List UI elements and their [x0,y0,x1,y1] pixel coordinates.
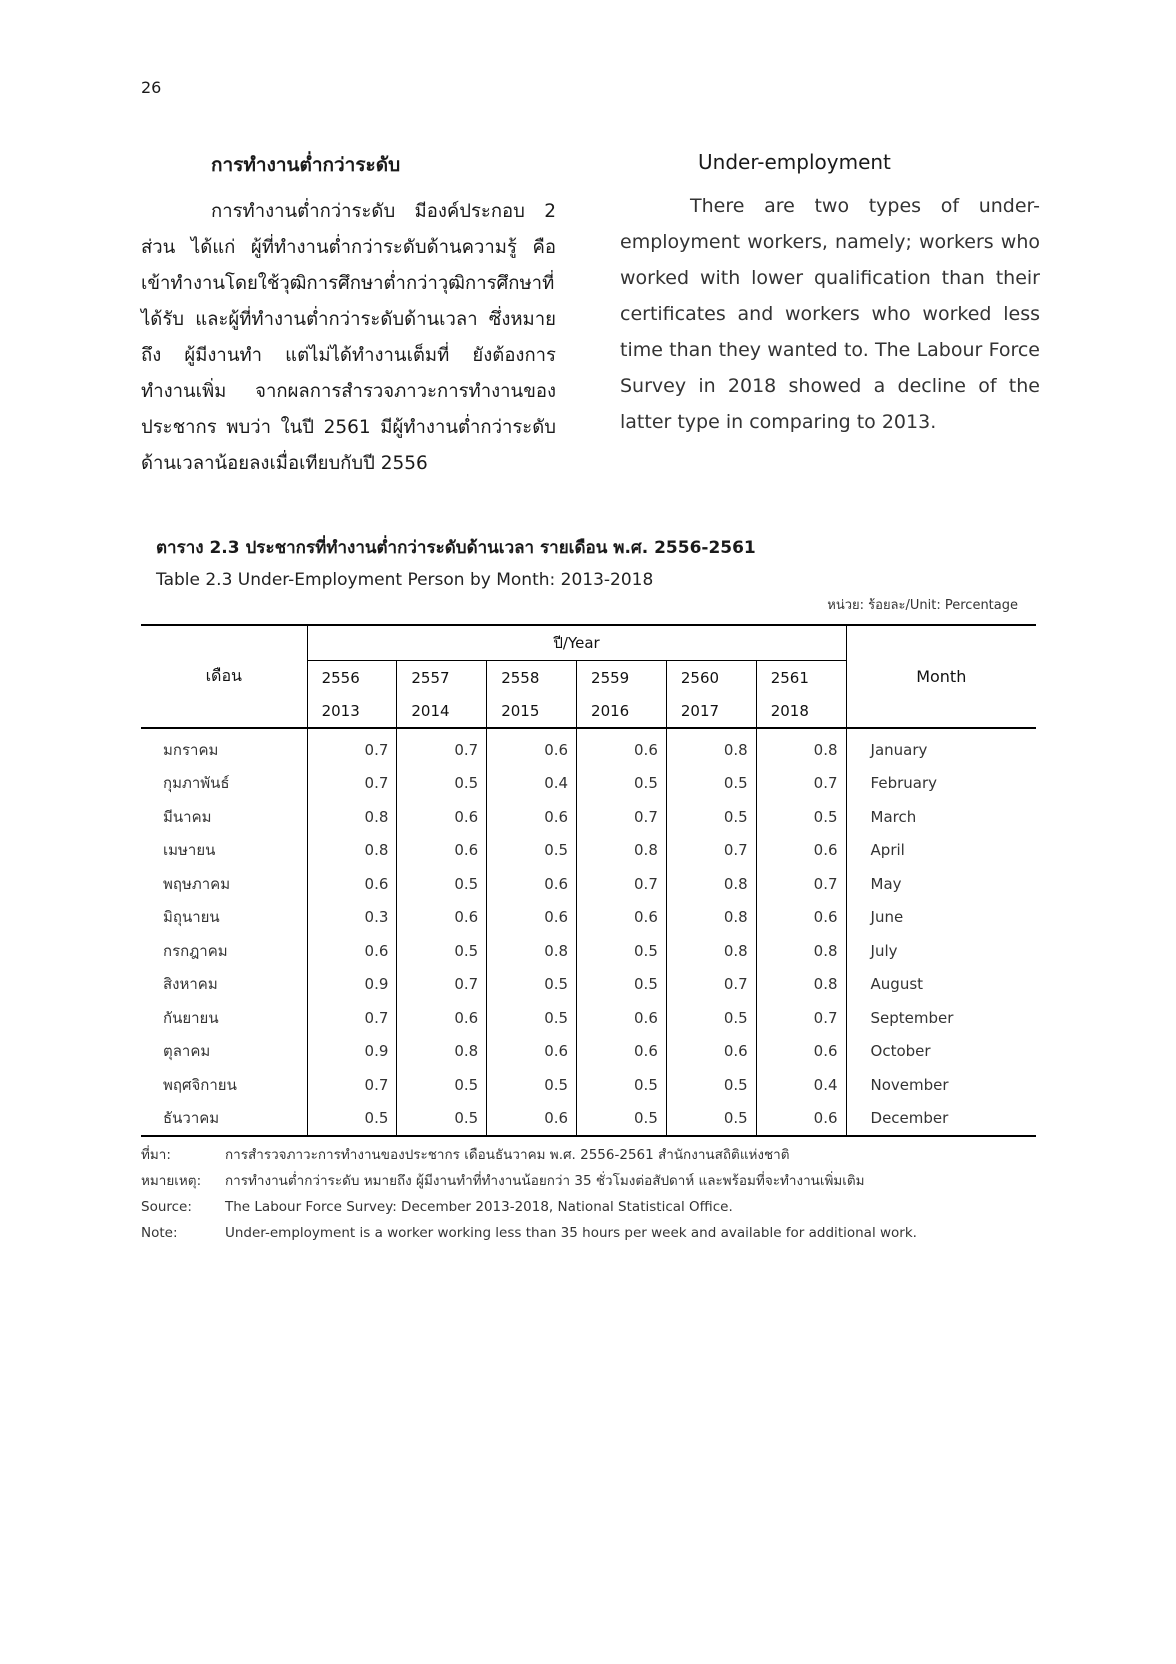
header-year-group: ปี/Year [307,625,846,661]
note-row [141,1142,917,1168]
month-english-cell: August [870,975,924,994]
value-cell: 0.8 [397,1035,487,1069]
value-cell: 0.6 [487,800,577,834]
english-paragraph: There are two types of under-employment workers, namely; workers who worked with lower qualification than their certificates and workers who worked less time than they wanted to. The Labour Force Survey in 2018 showed a decline of the latter type in comparing to 2013. [620,195,1040,433]
month-thai-cell: กุมภาพันธ์ [163,774,230,793]
month-thai-cell: กันยายน [163,1008,219,1027]
value-cell: 0.6 [577,1035,667,1069]
value-cell: 0.5 [397,1102,487,1137]
value-cell: 0.8 [756,934,846,968]
value-cell: 0.7 [756,867,846,901]
header-year-ad: 2017 [666,694,756,728]
note-text: The Labour Force Survey: December 2013-2018, National Statistical Office. [225,1199,733,1215]
value-cell: 0.6 [487,1035,577,1069]
value-cell: 0.5 [577,968,667,1002]
table-caption-english: Table 2.3 Under-Employment Person by Month: 2013-2018 [156,570,654,590]
header-year-be: 2556 [307,661,397,695]
note-text: การทำงานต่ำกว่าระดับ หมายถึง ผู้มีงานทำที่ทำงานน้อยกว่า 35 ชั่วโมงต่อสัปดาห์ และพร้อมที่จะทำงานเพิ่มเติม [225,1173,865,1189]
value-cell: 0.5 [487,1001,577,1035]
table-row [141,728,1036,767]
table-unit-label: หน่วย: ร้อยละ/Unit: Percentage [827,598,1018,613]
month-thai-cell: กรกฎาคม [163,941,228,960]
month-english-cell: October [870,1042,931,1061]
value-cell: 0.8 [756,728,846,767]
month-thai-cell: พฤศจิกายน [163,1075,237,1094]
month-english-cell: March [870,807,917,826]
table-row [141,834,1036,868]
table-row [141,934,1036,968]
month-thai-cell: มกราคม [163,740,219,759]
value-cell: 0.7 [756,1001,846,1035]
header-year-be: 2560 [666,661,756,695]
thai-paragraph: การทำงานต่ำกว่าระดับ มีองค์ประกอบ 2 ส่วน ได้แก่ ผู้ที่ทำงานต่ำกว่าระดับด้านความรู้ คือ เข้าทำงานโดยใช้วุฒิการศึกษาต่ำกว่าวุฒิการศึกษาที่ได้รับ และผู้ที่ทำงานต่ำกว่าระดับด้านเวลา ซึ่งหมายถึง ผู้มีงานทำ แต่ไม่ได้ทำงานเต็มที่ ยังต้องการทำงานเพิ่ม จากผลการสำรวจภาวะการทำงานของประชากร พบว่า ในปี 2561 มีผู้ทำงานต่ำกว่าระดับด้านเวลาน้อยลงเมื่อเทียบกับปี 2556 [141,201,556,474]
value-cell: 0.5 [307,1102,397,1137]
table-row [141,901,1036,935]
month-english-cell: September [870,1008,954,1027]
value-cell: 0.4 [756,1068,846,1102]
header-year-ad: 2016 [577,694,667,728]
value-cell: 0.5 [666,1001,756,1035]
table-row [141,767,1036,801]
value-cell: 0.7 [307,1068,397,1102]
note-text: การสำรวจภาวะการทำงานของประชากร เดือนธันวาคม พ.ศ. 2556-2561 สำนักงานสถิติแห่งชาติ [225,1147,790,1163]
header-year-be: 2561 [756,661,846,695]
month-thai-cell: มีนาคม [163,807,212,826]
value-cell: 0.5 [397,1068,487,1102]
table-row [141,1102,1036,1137]
note-text: Under-employment is a worker working less than 35 hours per week and available for additional work. [225,1225,917,1241]
value-cell: 0.5 [577,934,667,968]
value-cell: 0.5 [577,1102,667,1137]
value-cell: 0.8 [666,867,756,901]
value-cell: 0.8 [307,800,397,834]
value-cell: 0.5 [487,834,577,868]
value-cell: 0.7 [577,800,667,834]
value-cell: 0.6 [756,834,846,868]
month-english-cell: April [870,841,905,860]
value-cell: 0.7 [307,728,397,767]
note-row [141,1194,917,1220]
month-english-cell: July [870,941,898,960]
value-cell: 0.8 [307,834,397,868]
value-cell: 0.5 [577,767,667,801]
value-cell: 0.7 [666,968,756,1002]
table-row [141,800,1036,834]
value-cell: 0.7 [397,968,487,1002]
value-cell: 0.6 [756,1102,846,1137]
value-cell: 0.6 [397,834,487,868]
header-month-thai: เดือน [141,625,307,728]
value-cell: 0.6 [397,901,487,935]
value-cell: 0.6 [756,1035,846,1069]
value-cell: 0.6 [487,901,577,935]
value-cell: 0.8 [666,728,756,767]
value-cell: 0.5 [666,1102,756,1137]
table-caption [156,532,756,596]
value-cell: 0.6 [307,934,397,968]
value-cell: 0.7 [577,867,667,901]
value-cell: 0.4 [487,767,577,801]
header-month-english: Month [846,625,1036,728]
value-cell: 0.9 [307,968,397,1002]
value-cell: 0.8 [666,901,756,935]
page-number: 26 [141,78,162,97]
month-thai-cell: มิถุนายน [163,908,220,927]
value-cell: 0.7 [397,728,487,767]
value-cell: 0.6 [397,800,487,834]
header-year-ad: 2014 [397,694,487,728]
note-row [141,1168,917,1194]
value-cell: 0.7 [666,834,756,868]
value-cell: 0.6 [666,1035,756,1069]
header-year-ad: 2018 [756,694,846,728]
month-thai-cell: ตุลาคม [163,1042,211,1061]
value-cell: 0.6 [577,1001,667,1035]
month-english-cell: December [846,1102,1036,1137]
table-body [141,728,1036,1136]
value-cell: 0.6 [577,728,667,767]
month-thai-cell: ธันวาคม [141,1102,307,1137]
value-cell: 0.6 [487,1102,577,1137]
note-row [141,1220,917,1246]
header-year-be: 2558 [487,661,577,695]
table-row [141,1068,1036,1102]
english-text-column [620,150,1040,440]
month-thai-cell: พฤษภาคม [163,874,231,893]
header-year-ad: 2015 [487,694,577,728]
value-cell: 0.6 [397,1001,487,1035]
value-cell: 0.7 [307,767,397,801]
thai-section-heading: การทำงานต่ำกว่าระดับ [211,154,401,176]
value-cell: 0.5 [666,767,756,801]
value-cell: 0.5 [487,1068,577,1102]
note-label: หมายเหตุ: [141,1173,202,1189]
value-cell: 0.6 [307,867,397,901]
thai-text-column [141,150,556,482]
value-cell: 0.8 [487,934,577,968]
month-english-cell: May [870,874,902,893]
month-english-cell: June [870,908,904,927]
value-cell: 0.5 [397,934,487,968]
header-year-ad: 2013 [307,694,397,728]
value-cell: 0.5 [666,1068,756,1102]
header-year-be: 2559 [577,661,667,695]
table-notes [141,1142,917,1246]
value-cell: 0.3 [307,901,397,935]
value-cell: 0.6 [577,901,667,935]
value-cell: 0.5 [577,1068,667,1102]
english-section-heading: Under-employment [698,150,891,174]
value-cell: 0.8 [577,834,667,868]
note-label: ที่มา: [141,1147,171,1163]
value-cell: 0.7 [307,1001,397,1035]
value-cell: 0.5 [666,800,756,834]
table-row [141,1001,1036,1035]
value-cell: 0.5 [756,800,846,834]
value-cell: 0.5 [397,867,487,901]
value-cell: 0.5 [487,968,577,1002]
value-cell: 0.9 [307,1035,397,1069]
month-english-cell: February [870,774,937,793]
under-employment-table [141,624,1036,1137]
table-caption-thai: ตาราง 2.3 ประชากรที่ทำงานต่ำกว่าระดับด้านเวลา รายเดือน พ.ศ. 2556-2561 [156,538,756,558]
value-cell: 0.8 [666,934,756,968]
header-year-be: 2557 [397,661,487,695]
value-cell: 0.8 [756,968,846,1002]
value-cell: 0.6 [756,901,846,935]
month-english-cell: January [870,740,928,759]
month-thai-cell: สิงหาคม [163,975,218,994]
table-row [141,968,1036,1002]
value-cell: 0.5 [397,767,487,801]
table-row [141,867,1036,901]
value-cell: 0.6 [487,728,577,767]
month-english-cell: November [870,1075,949,1094]
note-label: Note: [141,1225,178,1241]
value-cell: 0.7 [756,767,846,801]
note-label: Source: [141,1199,192,1215]
table-row [141,1035,1036,1069]
value-cell: 0.6 [487,867,577,901]
month-thai-cell: เมษายน [163,841,216,860]
